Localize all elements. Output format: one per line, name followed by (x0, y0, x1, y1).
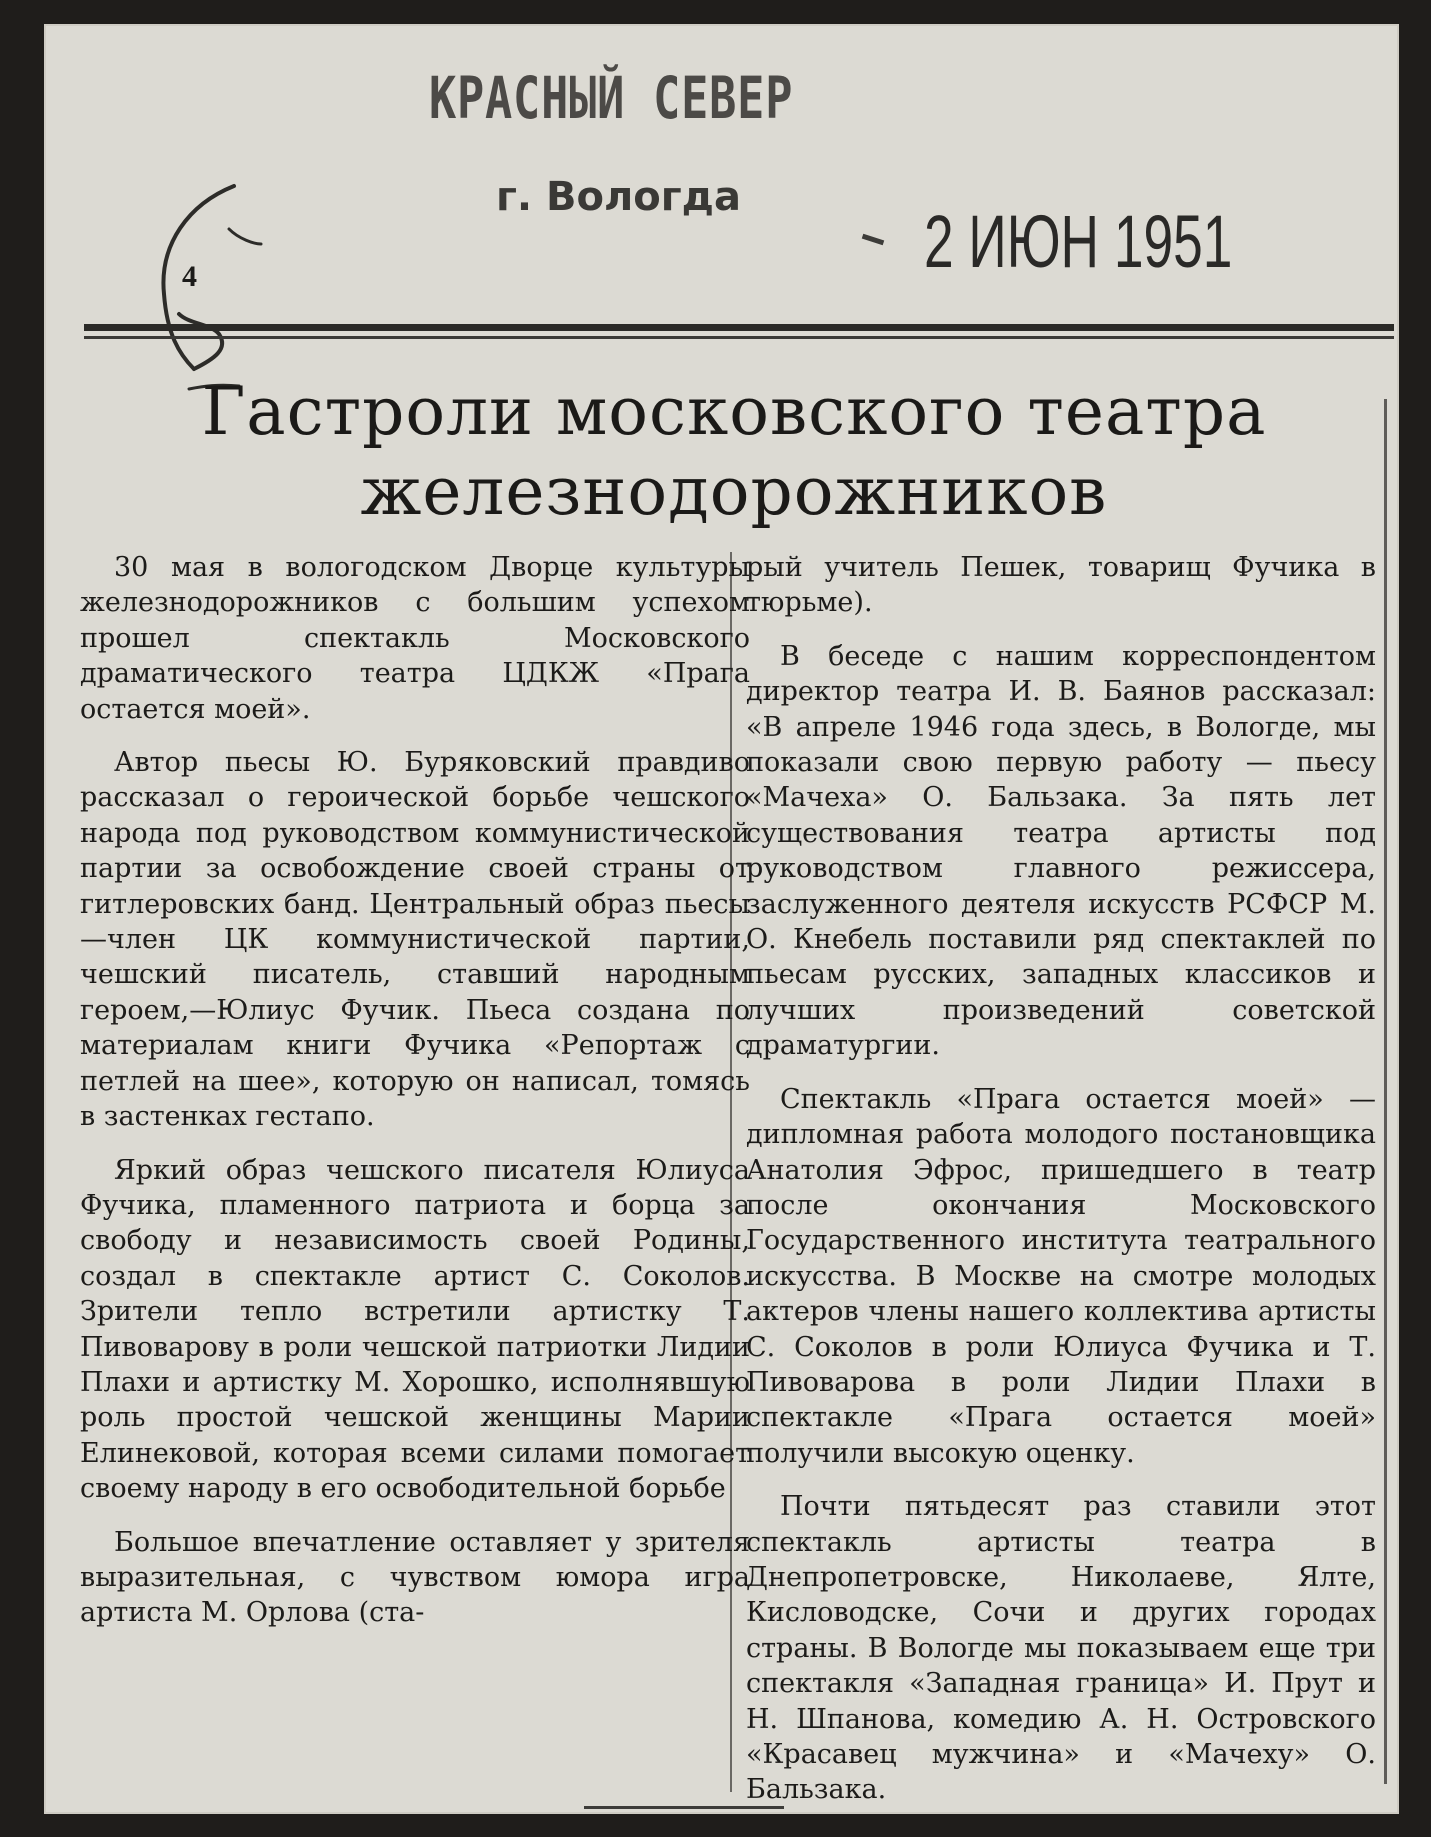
paragraph: Спектакль «Прага остается моей» —дипломная работа молодого постановщика Анатолия Эфрос, пришедшего в театр после окончания Московского Государственного института театрального искусства. В Москве на смотре молодых актеров члены нашего коллектива артисты С. Соколов в роли Юлиуса Фучика и Т. Пивоварова в роли Лидии Плахи в спектакле «Прага остается моей» получили высокую оценку. (746, 1083, 1376, 1469)
paragraph: Большое впечатление оставляет у зрителя выразительная, с чувством юмора игра артиста М. Орлова (ста- (80, 1526, 750, 1629)
newspaper-clipping (44, 24, 1399, 1814)
paragraph: Автор пьесы Ю. Буряковский правдиво рассказал о героической борьбе чешского народа под руководством коммунистической партии за освобождение своей страны от гитлеровских банд. Центральный образ пьесы—член ЦК коммунистической партии, чешский писатель, ставший народным героем,—Юлиус Фучик. Пьеса создана по материалам книги Фучика «Репортаж с петлей на шее», которую он написал, томясь в застенках гестапо. (80, 747, 750, 1133)
newspaper-name-stamp: КРАСНЫЙ СЕВЕР (429, 64, 794, 132)
city-stamp: г. Вологда (496, 174, 741, 220)
date-stamp: 2 ИЮН 1951 (924, 200, 1233, 283)
paragraph: Почти пятьдесят раз ставили этот спектакль артисты театра в Днепропетровске, Николаеве, Ялте, Кисловодске, Сочи и других городах страны. В Вологде мы показываем еще три спектакля «Западная граница» И. Прут и Н. Шпанова, комедию А. Н. Островского «Красавец мужчина» и «Мачеху» О. Бальзака. (746, 1491, 1376, 1806)
article-headline (84, 372, 1384, 532)
paragraph: В беседе с нашим корреспондентом директор театра И. В. Баянов рассказал: «В апреле 1946 года здесь, в Вологде, мы показали свою первую работу — пьесу «Мачеха» О. Бальзака. За пять лет существования театра артисты под руководством главного режиссера, заслуженного деятеля искусств РСФСР М. О. Кнебель поставили ряд спектаклей по пьесам русских, западных классиков и лучших произведений советской драматургии. (746, 640, 1376, 1062)
headline-line-2: железнодорожников (360, 453, 1108, 530)
page-number: 4 (182, 260, 197, 293)
date-stamp-mark (862, 234, 884, 246)
header-rule-thin (84, 336, 1394, 339)
bottom-rule (584, 1806, 784, 1809)
article-column-left (80, 550, 750, 1649)
paragraph: Яркий образ чешского писателя Юлиуса Фучика, пламенного патриота и борца за свободу и независимость своей Родины, создал в спектакле артист С. Соколов. Зрители тепло встретили артистку Т. Пивоварову в роли чешской патриотки Лидии Плахи и артистку М. Хорошко, исполнявшую роль простой чешской женщины Марии Елинековой, которая всеми силами помогает своему народу в его освободительной борьбе (80, 1154, 750, 1505)
paragraph: рый учитель Пешек, товарищ Фучика в тюрьме). (746, 552, 1376, 619)
article-border (1384, 399, 1387, 1784)
header-rule (84, 324, 1394, 331)
article-column-right (746, 550, 1376, 1814)
paragraph: 30 мая в вологодском Дворце культуры железнодорожников с большим успехом прошел спектакль Московского драматического театра ЦДКЖ «Прага остается моей». (80, 552, 750, 725)
headline-line-1: Гастроли московского театра (201, 373, 1267, 450)
